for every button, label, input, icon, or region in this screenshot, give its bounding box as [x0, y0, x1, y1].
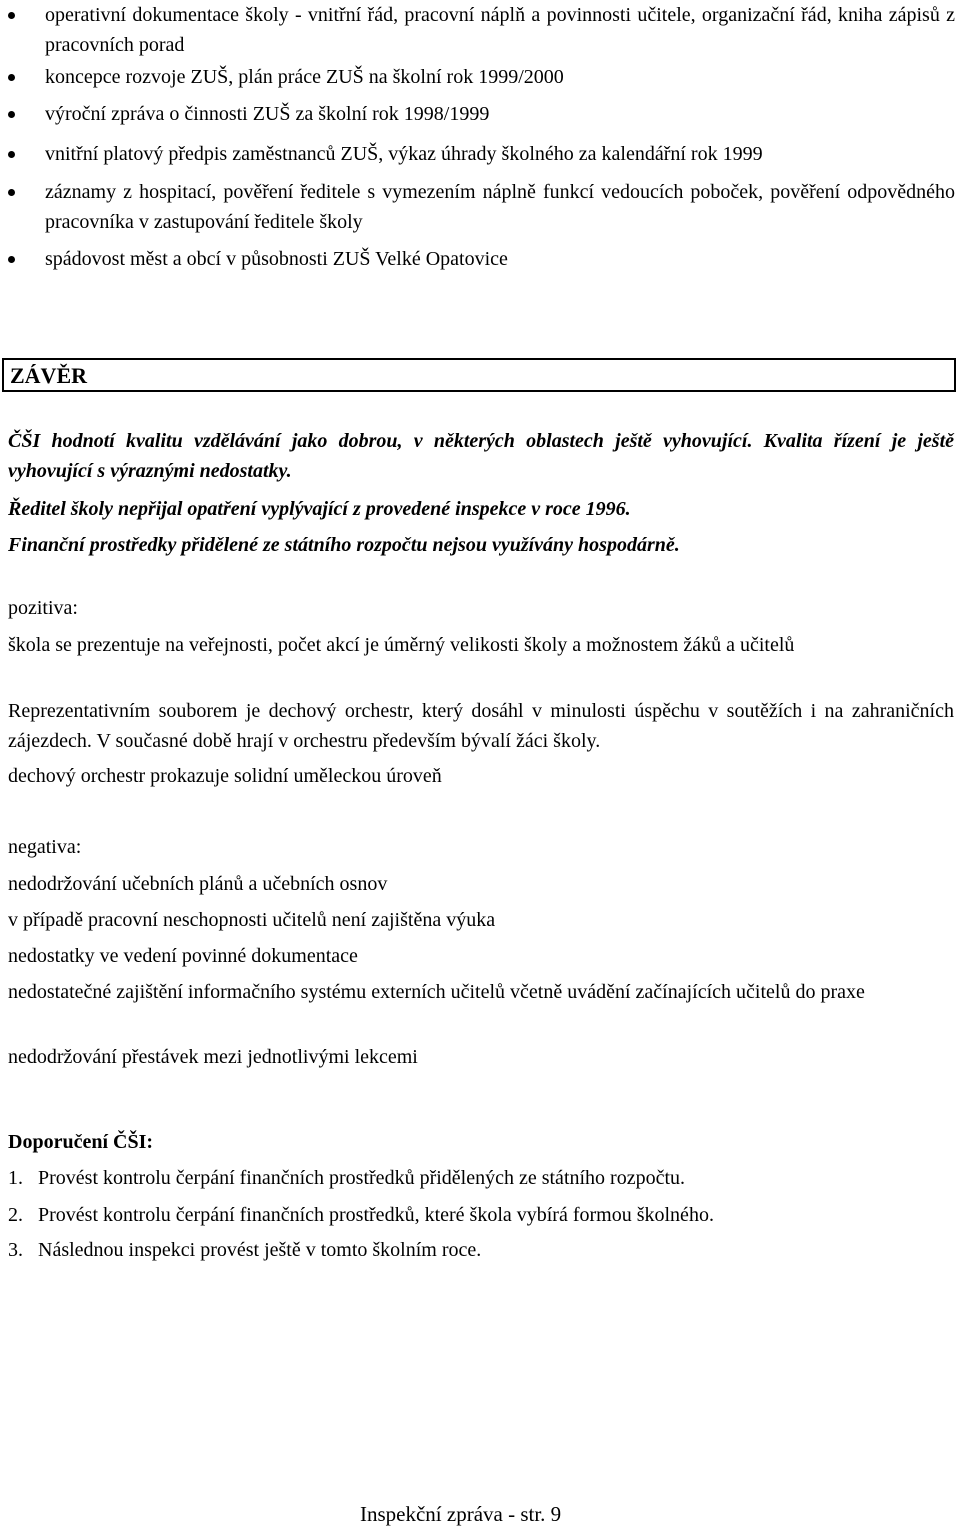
positive-item: dechový orchestr prokazuje solidní uměleckou úroveň: [8, 765, 442, 787]
list-item: [45, 0, 955, 60]
recommendation-number: 2.: [8, 1204, 23, 1226]
positives-label: pozitiva:: [8, 597, 78, 619]
conclusion-heading-box: [2, 358, 956, 392]
list-item-text: koncepce rozvoje ZUŠ, plán práce ZUŠ na školní rok 1999/2000: [45, 66, 564, 88]
negatives-label: negativa:: [8, 836, 82, 858]
positive-item: škola se prezentuje na veřejnosti, počet akcí je úměrný velikosti školy a možnostem žáků a učitelů: [8, 634, 795, 656]
bullet-icon: [8, 189, 15, 196]
conclusion-heading: ZÁVĚR: [10, 363, 88, 388]
bullet-icon: [8, 111, 15, 118]
bullet-icon: [8, 74, 15, 81]
recommendations-heading: Doporučení ČŠI:: [8, 1131, 154, 1153]
recommendation-item: [8, 1200, 954, 1230]
positive-item: Reprezentativním souborem je dechový orchestr, který dosáhl v minulosti úspěchu v soutěžích i na zahraničních zájezdech. V současné době hrají v orchestru především bývalí žáci školy.: [8, 700, 954, 752]
list-item: [45, 99, 955, 129]
recommendation-text: Následnou inspekci provést ještě v tomto školním roce.: [38, 1239, 482, 1261]
list-item: [45, 177, 955, 237]
conclusion-finance-note: Finanční prostředky přidělené ze státního rozpočtu nejsou využívány hospodárně.: [8, 534, 680, 556]
list-item: [45, 62, 955, 92]
recommendation-number: 3.: [8, 1239, 23, 1261]
negative-item: v případě pracovní neschopnosti učitelů není zajištěna výuka: [8, 909, 496, 931]
recommendation-item: [8, 1235, 954, 1265]
negative-item: nedodržování přestávek mezi jednotlivými lekcemi: [8, 1046, 418, 1068]
negative-item: nedodržování učebních plánů a učebních osnov: [8, 873, 388, 895]
negative-item: nedostatky ve vedení povinné dokumentace: [8, 945, 358, 967]
recommendation-number: 1.: [8, 1167, 23, 1189]
list-item: [45, 139, 955, 169]
conclusion-evaluation: ČŠI hodnotí kvalitu vzdělávání jako dobrou, v některých oblastech ještě vyhovující. Kvalita řízení je ještě vyhovující s výraznými nedostatky.: [8, 430, 954, 482]
list-item-text: vnitřní platový předpis zaměstnanců ZUŠ, výkaz úhrady školného za kalendářní rok 1999: [45, 143, 763, 165]
bullet-icon: [8, 256, 15, 263]
recommendation-text: Provést kontrolu čerpání finančních prostředků přidělených ze státního rozpočtu.: [38, 1167, 686, 1189]
list-item-text: spádovost měst a obcí v působnosti ZUŠ Velké Opatovice: [45, 248, 508, 270]
bullet-icon: [8, 12, 15, 19]
list-item-text: výroční zpráva o činnosti ZUŠ za školní rok 1998/1999: [45, 103, 490, 125]
conclusion-director-note: Ředitel školy nepřijal opatření vyplývající z provedené inspekce v roce 1996.: [8, 498, 631, 520]
list-item-text: operativní dokumentace školy - vnitřní řád, pracovní náplň a povinnosti učitele, organizační řád, kniha zápisů z pracovních porad: [45, 4, 955, 56]
recommendation-text: Provést kontrolu čerpání finančních prostředků, které škola vybírá formou školného.: [38, 1204, 714, 1226]
negative-item: nedostatečné zajištění informačního systému externích učitelů včetně uvádění začínajících učitelů do praxe: [8, 981, 865, 1003]
recommendation-item: [8, 1163, 954, 1193]
bullet-icon: [8, 151, 15, 158]
list-item-text: záznamy z hospitací, pověření ředitele s vymezením náplně funkcí vedoucích poboček, pověření odpovědného pracovníka v zastupování ředitele školy: [45, 181, 955, 233]
page-footer: Inspekční zpráva - str. 9: [360, 1502, 562, 1526]
list-item: [45, 244, 955, 274]
